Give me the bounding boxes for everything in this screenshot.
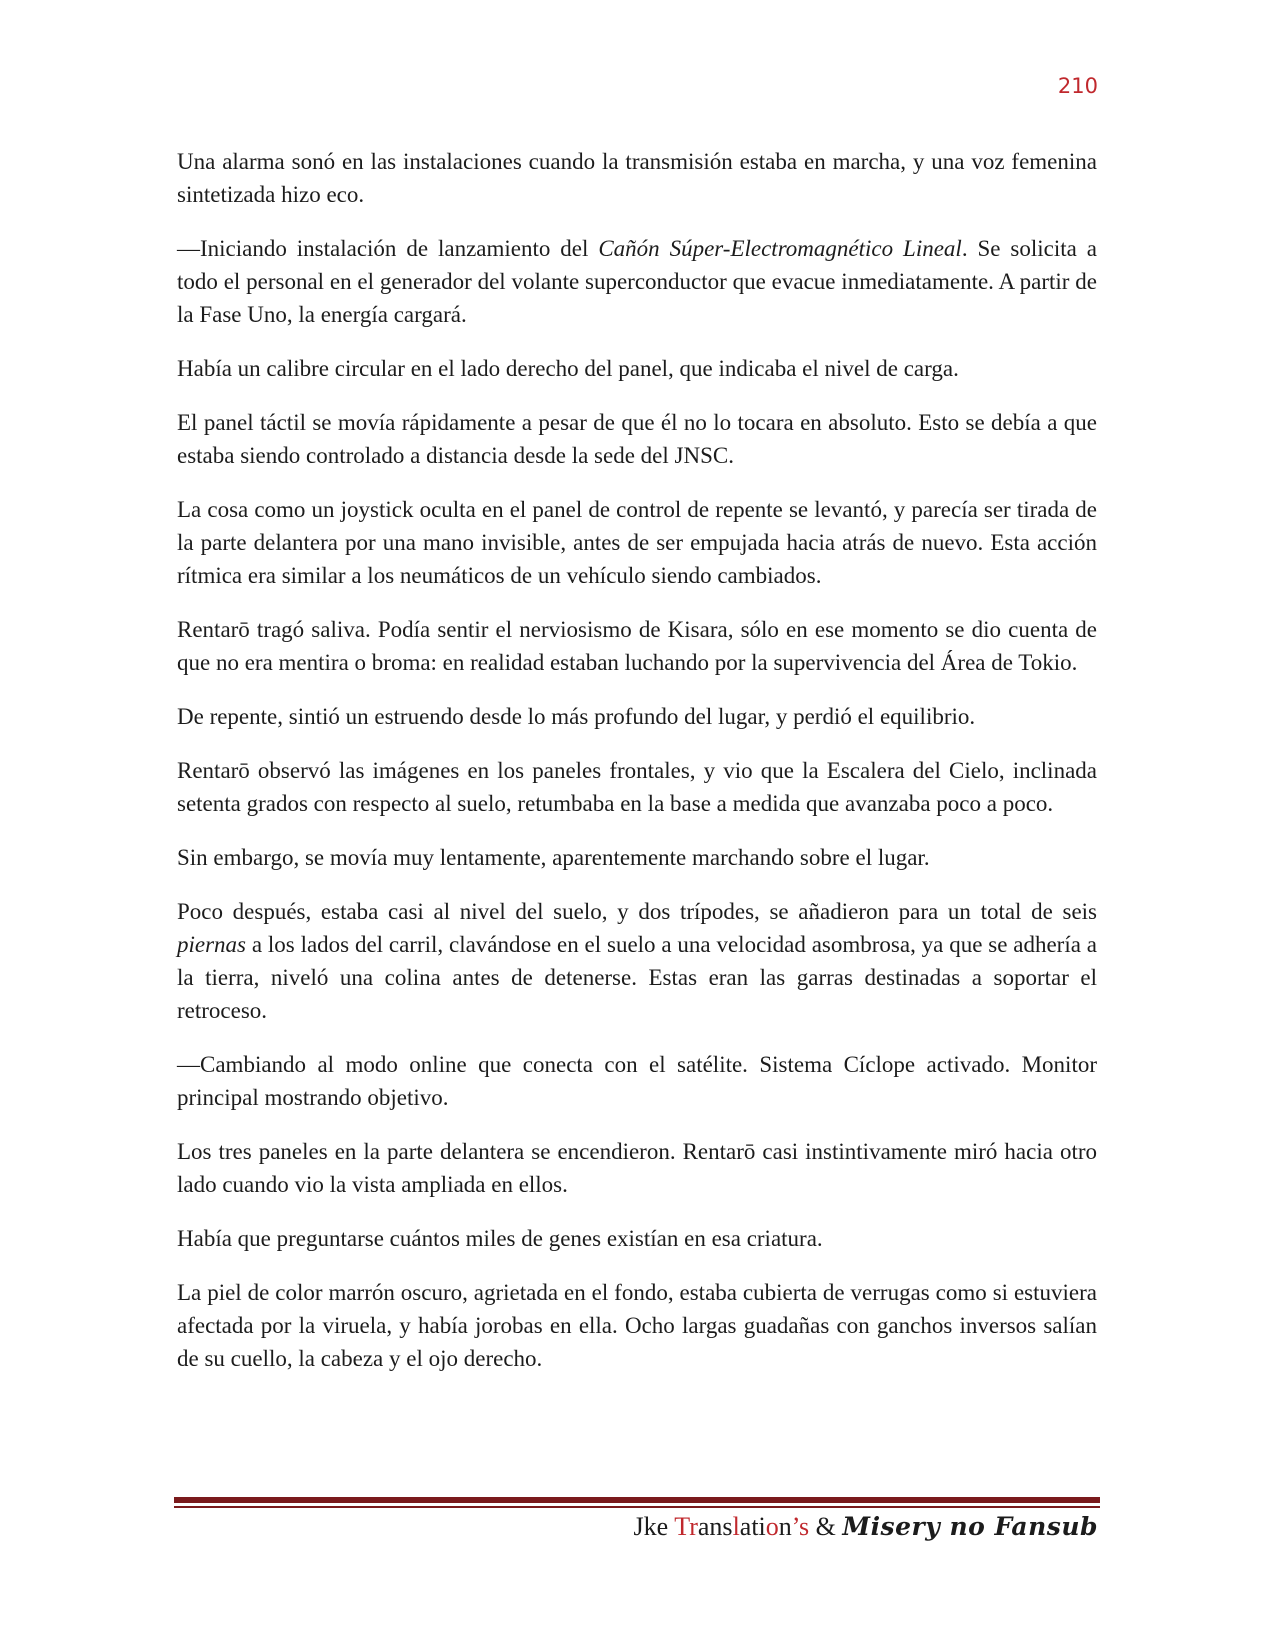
paragraph-text: Rentarō tragó saliva. Podía sentir el nerviosismo de Kisara, sólo en ese momento se dio cuenta de que no era mentira o broma: en realidad estaban luchando por la supervivencia del Área de Tokio. — [177, 617, 1097, 675]
footer-rule-thick — [174, 1497, 1100, 1503]
paragraph-text: Había un calibre circular en el lado derecho del panel, que indicaba el nivel de carga. — [177, 356, 959, 381]
paragraph — [177, 1276, 1097, 1375]
paragraph-text: Había que preguntarse cuántos miles de genes existían en esa criatura. — [177, 1226, 823, 1251]
paragraph — [177, 1135, 1097, 1201]
footer-script-credit: Misery no Fansub — [842, 1512, 1098, 1541]
footer-credit-text: ’ — [791, 1512, 800, 1541]
paragraph — [177, 754, 1097, 820]
italic-text: Cañón Súper-Electromagnético Lineal — [598, 236, 962, 261]
footer-credit-text: ati — [739, 1512, 766, 1541]
body-text — [177, 145, 1097, 1396]
footer-credit-text: Jke — [633, 1512, 675, 1541]
paragraph-text: La piel de color marrón oscuro, agrietada en el fondo, estaba cubierta de verrugas como si estuviera afectada por la viruela, y había jorobas en ella. Ocho largas guadañas con ganchos inversos salían de su cuello, la cabeza y el ojo derecho. — [177, 1280, 1097, 1371]
paragraph-text: Rentarō observó las imágenes en los paneles frontales, y vio que la Escalera del Cielo, inclinada setenta grados con respecto al suelo, retumbaba en la base a medida que avanzaba poco a poco. — [177, 758, 1097, 816]
paragraph — [177, 613, 1097, 679]
paragraph-text: La cosa como un joystick oculta en el panel de control de repente se levantó, y parecía ser tirada de la parte delantera por una mano invisible, antes de ser empujada hacia atrás de nuevo. Esta acción rítmica era similar a los neumáticos de un vehículo siendo cambiados. — [177, 497, 1097, 588]
paragraph — [177, 700, 1097, 733]
paragraph — [177, 406, 1097, 472]
paragraph-text: De repente, sintió un estruendo desde lo más profundo del lugar, y perdió el equilibrio. — [177, 704, 976, 729]
paragraph-text: Poco después, estaba casi al nivel del suelo, y dos trípodes, se añadieron para un total de seis — [177, 899, 1097, 924]
footer-credit-text: n — [778, 1512, 792, 1541]
paragraph-text: Los tres paneles en la parte delantera se encendieron. Rentarō casi instintivamente miró hacia otro lado cuando vio la vista ampliada en ellos. — [177, 1139, 1097, 1197]
paragraph — [177, 841, 1097, 874]
paragraph-text: . Se solicita a todo el personal en el generador del volante superconductor que evacue inmediatamente. A partir de la Fase Uno, la energía cargará. — [177, 236, 1097, 327]
paragraph — [177, 232, 1097, 331]
paragraph-text: El panel táctil se movía rápidamente a pesar de que él no lo tocara en absoluto. Esto se debía a que estaba siendo controlado a distancia desde la sede del JNSC. — [177, 410, 1097, 468]
footer-credit — [634, 1512, 1098, 1542]
footer-credit-text: Tr — [674, 1512, 698, 1541]
page-number: 210 — [1057, 74, 1098, 98]
footer-credit-text: & — [809, 1512, 843, 1541]
paragraph — [177, 352, 1097, 385]
paragraph-text: Sin embargo, se movía muy lentamente, aparentemente marchando sobre el lugar. — [177, 845, 930, 870]
paragraph-text: Una alarma sonó en las instalaciones cuando la transmisión estaba en marcha, y una voz femenina sintetizada hizo eco. — [177, 149, 1097, 207]
paragraph — [177, 1222, 1097, 1255]
footer-credit-text: ans — [697, 1512, 733, 1541]
paragraph-text: —Iniciando instalación de lanzamiento del — [177, 236, 599, 261]
italic-text: piernas — [177, 932, 246, 957]
paragraph — [177, 145, 1097, 211]
paragraph-text: a los lados del carril, clavándose en el suelo a una velocidad asombrosa, ya que se adhería a la tierra, niveló una colina antes de detenerse. Estas eran las garras destinadas a soportar el retroceso. — [177, 932, 1097, 1023]
footer-credit-text: s — [799, 1512, 810, 1541]
paragraph — [177, 895, 1097, 1027]
footer-credit-text: o — [765, 1512, 779, 1541]
footer-rule-thin — [174, 1506, 1100, 1508]
paragraph-text: —Cambiando al modo online que conecta con el satélite. Sistema Cíclope activado. Monitor principal mostrando objetivo. — [177, 1052, 1097, 1110]
paragraph — [177, 1048, 1097, 1114]
paragraph — [177, 493, 1097, 592]
footer-credit-text: l — [732, 1512, 740, 1541]
